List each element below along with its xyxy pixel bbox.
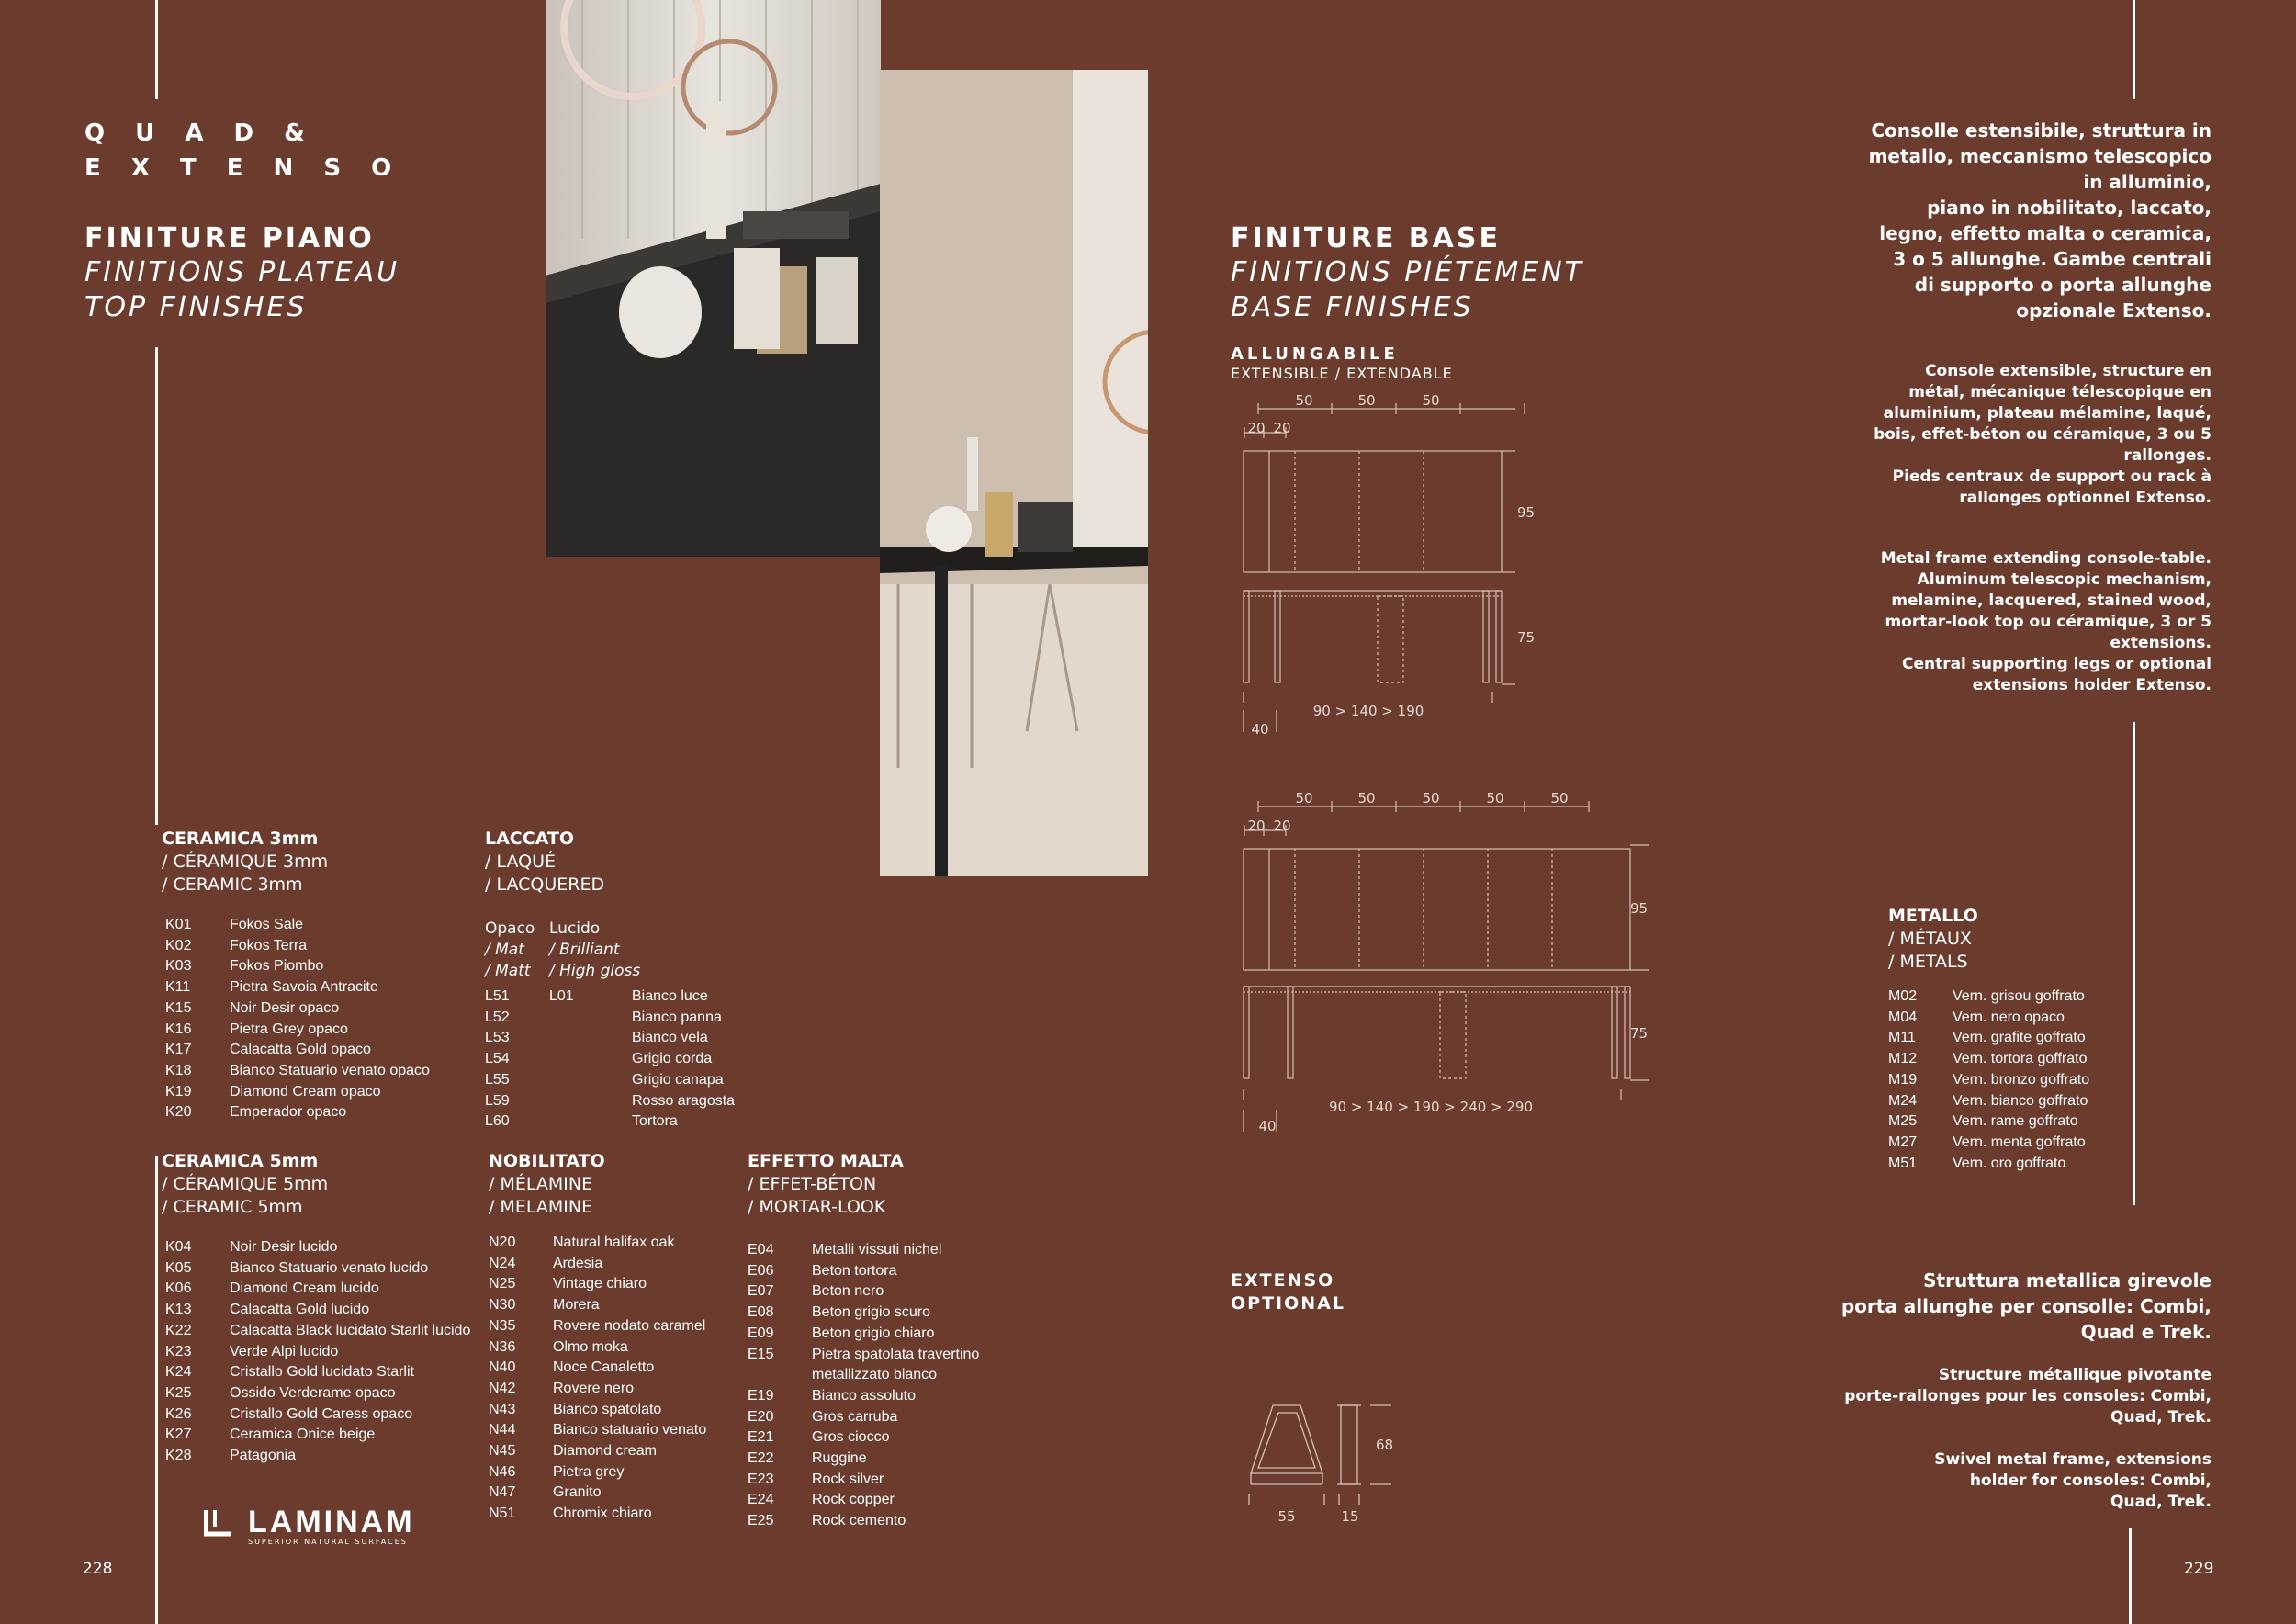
heading-en: / METALS [1888,952,1968,972]
list-item: L52 Bianco panna [485,1009,722,1025]
list-item: L59 Rosso aragosta [485,1092,736,1109]
list-item: E15 Pietra spatolata travertino [748,1346,980,1362]
effetto-malta-list [748,1240,979,1532]
list-item: E08 Beton grigio scuro [748,1304,930,1321]
effetto-malta-heading [748,1150,904,1219]
opaco-en: / Matt [485,962,531,980]
list-item: E04 Metalli vissuti nichel [748,1242,942,1257]
list-item: E09 Beton grigio chiaro [748,1325,935,1341]
dim-label: 50 [1422,790,1440,806]
list-item: K15 Noir Desir opaco [165,999,340,1016]
heading-fr: / CÉRAMIQUE 3mm [162,851,329,872]
product-photo-top [546,0,881,557]
heading-it: METALLO [1888,906,1978,926]
divider-line [2133,0,2135,99]
list-item: K19 Diamond Cream opaco [165,1083,381,1100]
dim-label: 15 [1341,1508,1359,1525]
dim-label: 55 [1277,1508,1296,1525]
laccato-list [485,987,735,1133]
logo-text: LAMINAM [248,1505,415,1539]
list-item: N43 Bianco spatolato [489,1401,662,1417]
list-item: K28 Patagonia [165,1448,297,1464]
metallo-heading [1888,905,1978,974]
dim-label: 40 [1251,721,1269,738]
metallo-list [1888,987,2089,1174]
list-item: M25 Vern. rame goffrato [1888,1113,2078,1130]
struttura-italian: Struttura metallica girevole porta allunghe per consolle: Combi, Quad e Trek. [1840,1269,2212,1343]
opaco-label: Opaco [485,919,535,938]
list-item: N45 Diamond cream [489,1443,657,1460]
list-item: N46 Pietra grey [489,1463,625,1480]
list-item: N24 Ardesia [489,1255,603,1271]
list-item: K01 Fokos Sale [165,917,304,932]
list-item: N25 Vintage chiaro [489,1276,647,1292]
struttura-french: Structure métallique pivotante porte-rallonges pour les consoles: Combi, Quad, Trek. [1844,1366,2212,1427]
list-item: N30 Morera [489,1297,600,1314]
list-item: L55 Grigio canapa [485,1071,724,1088]
dim-label: 20 [1247,420,1266,436]
extendable-3-diagram [1231,390,1543,749]
brand-line-2: E X T E N S O [84,154,403,182]
dim-label: 50 [1357,392,1376,409]
divider-line [2129,1528,2132,1624]
heading-en: / MORTAR-LOOK [748,1197,886,1217]
list-item: K22 Calacatta Black lucidato Starlit lucido [165,1322,471,1338]
list-item: E06 Beton tortora [748,1262,897,1279]
lucido-en: / High gloss [549,962,641,980]
laminam-logo [204,1506,433,1549]
list-item: K25 Ossido Verderame opaco [165,1384,396,1401]
description-italian: Consolle estensibile, struttura in metallo, meccanismo telescopico in alluminio, piano in nobilitato, laccato, legno, effetto malta o ceramica, 3 o 5 allunghe. Gambe centrali di supporto o porta allunghe opzionale Extenso. [1868,119,2212,321]
heading-it: CERAMICA 5mm [162,1151,319,1171]
list-item: M12 Vern. tortora goffrato [1888,1051,2088,1067]
lucido-fr: / Brilliant [549,941,620,959]
list-item: metallizzato bianco [812,1367,938,1383]
list-item: L53 Bianco vela [485,1030,708,1046]
list-item: N36 Olmo moka [489,1338,628,1355]
dim-label: 95 [1630,900,1649,917]
list-item: M27 Vern. menta goffrato [1888,1133,2086,1150]
opaco-fr: / Mat [485,941,524,959]
dim-label: 75 [1517,629,1536,646]
heading-it: NOBILITATO [489,1151,605,1171]
dim-label: 50 [1486,790,1504,806]
heading-en: / CERAMIC 5mm [162,1197,303,1217]
heading-en: / LACQUERED [485,874,605,895]
list-item: K04 Noir Desir lucido [165,1239,338,1255]
list-item: M11 Vern. grafite goffrato [1888,1030,2086,1046]
dim-label: 50 [1550,790,1569,806]
dim-label: 50 [1357,790,1376,806]
list-item: K18 Bianco Statuario venato opaco [165,1062,430,1078]
heading-it: CERAMICA 3mm [162,829,319,849]
list-item: K16 Pietra Grey opaco [165,1021,348,1037]
list-item: K06 Diamond Cream lucido [165,1280,379,1297]
section-subtitle-en: BASE FINISHES [1231,291,1474,323]
list-item: E25 Rock cemento [748,1513,906,1529]
extenso-title: EXTENSO [1231,1270,1335,1291]
heading-it: LACCATO [485,829,575,849]
list-item: E24 Rock copper [748,1492,895,1508]
nobilitato-heading [489,1150,605,1219]
description-french: Console extensible, structure en métal, mécanique télescopique en aluminium, plateau mélamine, laqué, bois, effet-béton ou céramique, 3 ou 5 rallonges. Pieds centraux de support ou rack à rallonges optionnel Extenso. [1874,362,2212,507]
ceramica-3mm-list [165,915,430,1123]
section-subtitle-en: TOP FINISHES [84,291,308,323]
list-item: L51 L01 Bianco luce [485,988,708,1004]
heading-fr: / LAQUÉ [485,851,556,872]
extendable-5-diagram [1231,790,1662,1139]
list-item: E19 Bianco assoluto [748,1387,916,1404]
list-item: E22 Ruggine [748,1450,867,1467]
heading-en: / CERAMIC 3mm [162,874,303,895]
heading-fr: / CÉRAMIQUE 5mm [162,1174,329,1194]
list-item: K27 Ceramica Onice beige [165,1427,376,1443]
dim-label: 50 [1422,392,1440,409]
list-item: M19 Vern. bronzo goffrato [1888,1071,2090,1088]
laccato-heading [485,828,604,897]
list-item: K13 Calacatta Gold lucido [165,1302,370,1318]
list-item: N51 Chromix chiaro [489,1506,652,1522]
list-item: E20 Gros carruba [748,1408,898,1425]
top-finishes-heading [84,222,400,325]
divider-line [2133,722,2135,1205]
laccato-opaco-label [485,919,535,982]
page-number-left: 228 [83,1560,113,1578]
heading-en: / MELAMINE [489,1197,593,1217]
list-item: K23 Verde Alpi lucido [165,1343,339,1359]
allungabile-subtitle: EXTENSIBLE / EXTENDABLE [1231,365,1453,382]
allungabile-title: ALLUNGABILE [1231,344,1399,364]
divider-line [155,1156,158,1624]
dim-label: 75 [1630,1025,1649,1042]
divider-line [155,347,158,825]
nobilitato-list [489,1233,706,1525]
product-photo-bottom [880,70,1148,876]
heading-fr: / EFFET-BÉTON [748,1174,877,1194]
base-finishes-heading [1231,222,1584,325]
list-item: K05 Bianco Statuario venato lucido [165,1259,429,1276]
struttura-english: Swivel metal frame, extensions holder for consoles: Combi, Quad, Trek. [1934,1450,2212,1511]
page-number-right: 229 [2184,1560,2214,1578]
heading-fr: / MÉLAMINE [489,1174,593,1194]
list-item: K11 Pietra Savoia Antracite [165,979,378,996]
list-item: M04 Vern. nero opaco [1888,1009,2065,1025]
list-item: E21 Gros ciocco [748,1429,890,1446]
list-item: M24 Vern. bianco goffrato [1888,1092,2088,1109]
ceramica-3mm-heading [162,828,328,897]
list-item: N47 Granito [489,1484,602,1501]
list-item: N40 Noce Canaletto [489,1359,655,1376]
heading-fr: / MÉTAUX [1888,929,1972,949]
logo-tagline: SUPERIOR NATURAL SURFACES [248,1538,408,1546]
allungabile-label [1231,344,1453,383]
dim-label: 90 > 140 > 190 [1312,703,1424,719]
list-item: M51 Vern. oro goffrato [1888,1155,2066,1171]
ceramica-5mm-heading [162,1150,328,1219]
heading-it: EFFETTO MALTA [748,1151,904,1171]
lucido-label: Lucido [549,919,601,938]
dim-label: 90 > 140 > 190 > 240 > 290 [1328,1099,1534,1115]
dim-label: 50 [1295,790,1313,806]
divider-line [155,0,158,99]
optional-title: OPTIONAL [1231,1293,1345,1314]
list-item: N20 Natural halifax oak [489,1235,675,1250]
list-item: K20 Emperador opaco [165,1104,347,1121]
extenso-optional-label [1231,1269,1345,1315]
list-item: N35 Rovere nodato caramel [489,1317,706,1334]
ceramica-5mm-list [165,1237,470,1467]
dim-label: 40 [1258,1118,1277,1134]
section-subtitle-fr: FINITIONS PLATEAU [84,256,400,288]
list-item: E23 Rock silver [748,1471,884,1487]
dim-label: 20 [1273,818,1291,834]
dim-label: 20 [1247,818,1266,834]
section-title: FINITURE PIANO [84,222,375,254]
description-english: Metal frame extending console-table. Aluminum telescopic mechanism, melamine, lacquered, stained wood, mortar-look top ou céramique, 3 or 5 extensions. Central supporting legs or optional extensions holder Extenso. [1880,549,2212,694]
section-subtitle-fr: FINITIONS PIÉTEMENT [1231,256,1584,288]
list-item: K24 Cristallo Gold lucidato Starlit [165,1364,414,1381]
dim-label: 20 [1273,420,1291,436]
extenso-diagram [1240,1396,1405,1529]
section-title: FINITURE BASE [1231,222,1501,254]
list-item: K26 Cristallo Gold Caress opaco [165,1405,413,1422]
list-item: L60 Tortora [485,1113,678,1130]
list-item: K03 Fokos Piombo [165,958,324,975]
brand-line-1: Q U A D & [84,119,316,147]
dim-label: 50 [1295,392,1313,409]
brand-heading [84,116,402,186]
list-item: E07 Beton nero [748,1283,884,1300]
list-item: N44 Bianco statuario venato [489,1422,707,1438]
list-item: L54 Grigio corda [485,1051,713,1067]
laccato-lucido-label [549,919,640,982]
list-item: K17 Calacatta Gold opaco [165,1042,371,1058]
dim-label: 68 [1376,1437,1394,1453]
dim-label: 95 [1517,504,1536,521]
list-item: N42 Rovere nero [489,1380,635,1396]
list-item: M02 Vern. grisou goffrato [1888,988,2085,1004]
list-item: K02 Fokos Terra [165,937,308,953]
